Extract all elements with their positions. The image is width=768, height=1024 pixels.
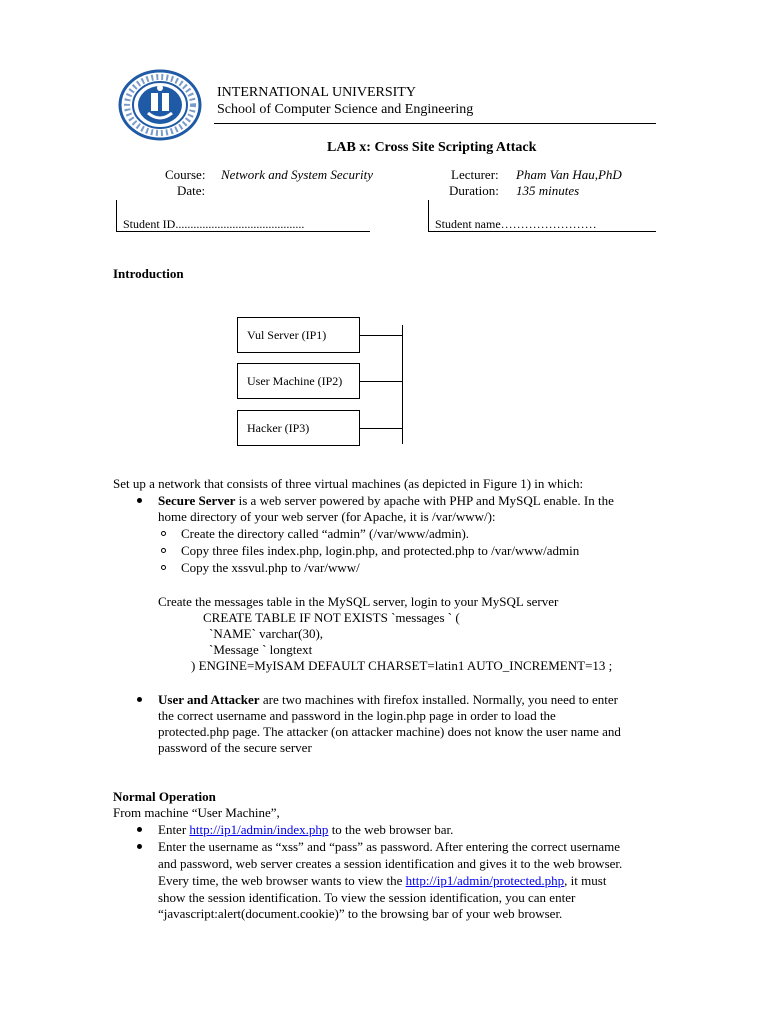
user-attacker-line4: password of the secure server xyxy=(158,740,312,755)
sql-line-1: CREATE TABLE IF NOT EXISTS `messages ` ( xyxy=(203,610,460,625)
university-logo xyxy=(118,69,202,141)
user-attacker-line1: User and Attacker are two machines with firefox installed. Normally, you need to enter xyxy=(158,692,618,707)
sub-bullet-icon xyxy=(161,531,166,536)
secure-server-line1: Secure Server is a web server powered by apache with PHP and MySQL enable. In the xyxy=(158,493,614,508)
duration-label: Duration: xyxy=(449,183,499,198)
diagram-vul-server: Vul Server (IP1) xyxy=(237,317,360,353)
diagram-link-1 xyxy=(360,335,402,336)
sub-item-3: Copy the xssvul.php to /var/www/ xyxy=(181,560,360,575)
sql-line-3: `Message ` longtext xyxy=(209,642,313,657)
student-name-field[interactable]: Student name…………………… xyxy=(435,217,597,231)
credentials-line3: Every time, the web browser wants to view the http://ip1/admin/protected.php, it must xyxy=(158,873,607,888)
course-value: Network and System Security xyxy=(221,167,373,182)
diagram-hacker: Hacker (IP3) xyxy=(237,410,360,446)
setup-paragraph: Set up a network that consists of three virtual machines (as depicted in Figure 1) in which: xyxy=(113,476,584,491)
school-name: School of Computer Science and Engineering xyxy=(217,102,474,117)
normal-operation-heading: Normal Operation xyxy=(113,789,216,804)
sub-bullet-icon xyxy=(161,565,166,570)
protected-php-link[interactable]: http://ip1/admin/protected.php xyxy=(405,873,565,888)
introduction-heading: Introduction xyxy=(113,266,184,281)
sub-bullet-icon xyxy=(161,548,166,553)
diagram-network-bus xyxy=(402,325,403,444)
credentials-line5: “javascript:alert(document.cookie)” to the browsing bar of your web browser. xyxy=(158,906,563,921)
sql-line-4: ) ENGINE=MyISAM DEFAULT CHARSET=latin1 AUTO_INCREMENT=13 ; xyxy=(191,658,613,673)
sql-line-2: `NAME` varchar(30), xyxy=(209,626,324,641)
bullet-icon xyxy=(137,844,142,849)
enter-url-line: Enter http://ip1/admin/index.php to the web browser bar. xyxy=(158,822,454,837)
lecturer-value: Pham Van Hau,PhD xyxy=(516,167,622,182)
course-label: Course: xyxy=(165,167,206,182)
bullet-icon xyxy=(137,498,142,503)
index-php-link[interactable]: http://ip1/admin/index.php xyxy=(189,822,329,837)
header-rule xyxy=(214,123,656,124)
user-attacker-line3: protected.php page. The attacker (on attacker machine) does not know the user name and xyxy=(158,724,621,739)
date-label: Date: xyxy=(177,183,206,198)
credentials-line1: Enter the username as “xss” and “pass” as password. After entering the correct username xyxy=(158,839,621,854)
sub-item-2: Copy three files index.php, login.php, and protected.php to /var/www/admin xyxy=(181,543,580,558)
diagram-user-machine: User Machine (IP2) xyxy=(237,363,360,399)
credentials-line4: show the session identification. To view the session identification, you can enter xyxy=(158,890,576,905)
university-name: INTERNATIONAL UNIVERSITY xyxy=(217,85,416,100)
bullet-icon xyxy=(137,827,142,832)
lecturer-label: Lecturer: xyxy=(451,167,499,182)
sub-item-1: Create the directory called “admin” (/var/www/admin). xyxy=(181,526,470,541)
create-messages-line: Create the messages table in the MySQL server, login to your MySQL server xyxy=(158,594,559,609)
bullet-icon xyxy=(137,697,142,702)
diagram-link-2 xyxy=(360,381,402,382)
student-id-field-left xyxy=(116,200,117,232)
student-name-field-left xyxy=(428,200,429,232)
secure-server-line2: home directory of your web server (for Apache, it is /var/www/): xyxy=(158,509,496,524)
lab-title: LAB x: Cross Site Scripting Attack xyxy=(327,140,537,155)
from-machine-line: From machine “User Machine”, xyxy=(113,805,280,820)
duration-value: 135 minutes xyxy=(516,183,580,198)
user-attacker-line2: the correct username and password in the login.php page in order to load the xyxy=(158,708,556,723)
diagram-link-3 xyxy=(360,428,402,429)
student-id-field[interactable]: Student ID........................................... xyxy=(123,217,305,231)
credentials-line2: and password, web server creates a session identification and gives it to the web browser. xyxy=(158,856,623,871)
